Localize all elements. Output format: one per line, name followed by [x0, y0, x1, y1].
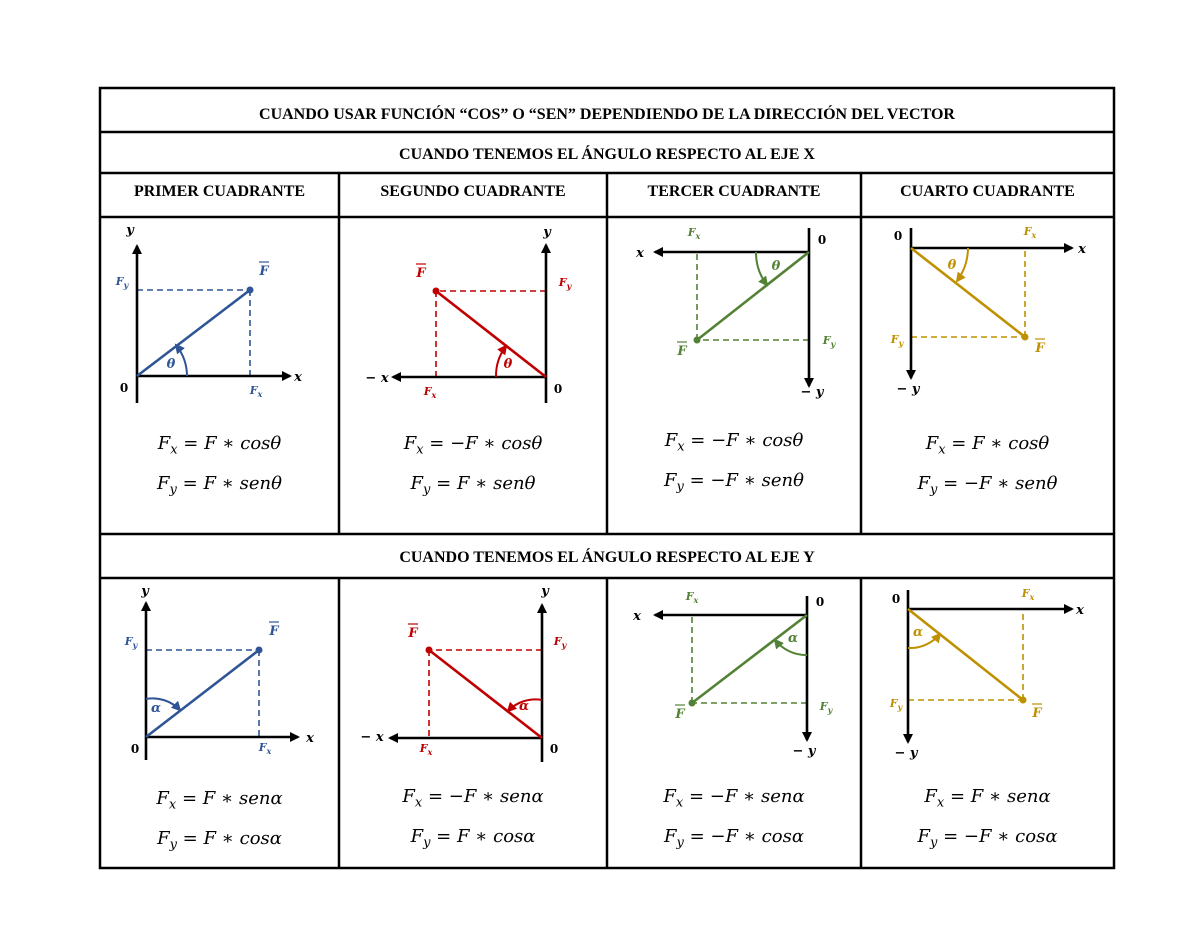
panel-q2y-fy-label: $F_y$	[553, 635, 567, 650]
panel-q1y-vector-tip	[256, 647, 263, 654]
panel-q2y-fx-label: $F_x$	[419, 742, 433, 757]
panel-q2y-x-label: − x	[360, 730, 384, 745]
header-fourth-quadrant: CUARTO CUADRANTE	[900, 183, 1075, 200]
panel-q3x-vector	[697, 252, 809, 340]
panel-q4y-vector	[908, 609, 1023, 700]
panel-q4x-vector	[911, 248, 1025, 337]
panel-q1x-vector-label: F	[259, 264, 269, 279]
formula-fx-q3-x: $F_x = -F$ ∗ cosθ	[664, 430, 804, 455]
panel-q2y-origin-label: 0	[549, 742, 559, 756]
panel-q1y-x-label: x	[306, 731, 314, 746]
panel-q1x-origin-label: 0	[119, 381, 129, 395]
panel-q2x-vector-tip	[433, 288, 440, 295]
panel-q3x-fy-label: $F_y$	[822, 334, 836, 349]
panel-q1x-angle-label: θ	[166, 357, 176, 372]
panel-q3x-origin-label: 0	[817, 233, 827, 247]
panel-q3x-vector-tip	[694, 337, 701, 344]
panel-q4x-origin-label: 0	[893, 229, 903, 243]
panel-q2y-angle-label: α	[518, 699, 530, 714]
panel-q4x-fy-label: $F_y$	[890, 333, 904, 348]
formula-fx-q4-y: $F_x = F$ ∗ senα	[924, 786, 1051, 811]
panel-q3x-angle-label: θ	[771, 259, 781, 274]
header-third-quadrant: TERCER CUADRANTE	[647, 183, 821, 200]
panel-q4x-angle-label: θ	[947, 258, 957, 273]
table-title: CUANDO USAR FUNCIÓN “COS” O “SEN” DEPENDIENDO DE LA DIRECCIÓN DEL VECTOR	[259, 106, 955, 123]
panel-q4x-x-label: x	[1078, 242, 1086, 257]
panel-q1x-fy-label: $F_y$	[115, 275, 129, 290]
panel-q3y-fx-label: $F_x$	[685, 590, 699, 605]
formula-fx-q1-y: $F_x = F$ ∗ senα	[156, 788, 283, 813]
panel-q3y-fy-label: $F_y$	[819, 700, 833, 715]
panel-q4x-fx-label: $F_x$	[1023, 225, 1037, 240]
panel-q2x-fy-label: $F_y$	[558, 276, 572, 291]
formula-fx-q4-x: $F_x = F$ ∗ cosθ	[925, 433, 1050, 458]
panel-q4y-origin-label: 0	[891, 592, 901, 606]
panel-q1x-vector-tip	[247, 287, 254, 294]
panel-q2x-x-label: − x	[365, 371, 389, 386]
formula-fy-q2-x: $F_y = F$ ∗ senθ	[410, 473, 536, 498]
panel-q3y-x-label: x	[633, 609, 641, 624]
panel-q1x-x-label: x	[294, 370, 302, 385]
panel-q2y-vector	[429, 650, 542, 738]
formula-fy-q1-y: $F_y = F$ ∗ cosα	[157, 828, 282, 853]
panel-q4x-vector-tip	[1022, 334, 1029, 341]
panel-q4y-x-label: x	[1076, 603, 1084, 618]
panel-q3x-vector-label: F	[677, 344, 687, 359]
formula-fy-q2-y: $F_y = F$ ∗ cosα	[410, 826, 536, 851]
formula-fx-q2-x: $F_x = -F$ ∗ cosθ	[403, 433, 543, 458]
panel-q2x-origin-label: 0	[553, 382, 563, 396]
panel-q3y-y-label: − y	[792, 744, 816, 759]
panel-q2x-fx-label: $F_x$	[423, 385, 437, 400]
panel-q4y-fx-label: $F_x$	[1021, 587, 1035, 602]
formula-fy-q4-x: $F_y = -F$ ∗ senθ	[917, 473, 1058, 498]
panel-q1x-vector	[137, 290, 250, 376]
panel-q2x-vector	[436, 291, 546, 377]
panel-q1y-fx-label: $F_x$	[258, 741, 272, 756]
section-title-y: CUANDO TENEMOS EL ÁNGULO RESPECTO AL EJE Y	[399, 549, 815, 566]
panel-q3y-vector-tip	[689, 700, 696, 707]
panel-q1y-angle-label: α	[150, 701, 162, 716]
panel-q1y-vector	[146, 650, 259, 737]
panel-q4x-angle-arc	[957, 248, 968, 281]
panel-q4y-vector-label: F	[1032, 706, 1042, 721]
panel-q1y-fy-label: $F_y$	[124, 635, 138, 650]
header-second-quadrant: SEGUNDO CUADRANTE	[380, 183, 566, 200]
panel-q3x-x-label: x	[636, 246, 644, 261]
panel-q4y-angle-label: α	[912, 625, 924, 640]
panel-q3y-vector-label: F	[675, 707, 685, 722]
panel-q2x-angle-label: θ	[503, 357, 513, 372]
header-first-quadrant: PRIMER CUADRANTE	[133, 183, 306, 200]
panel-q4y-fy-label: $F_y$	[889, 697, 903, 712]
panel-q3y-vector	[692, 615, 807, 703]
panel-q1y-y-label: y	[141, 584, 149, 599]
panel-q1x-angle-arc	[176, 345, 187, 376]
formula-fx-q3-y: $F_x = -F$ ∗ senα	[663, 786, 805, 811]
panel-q2y-vector-label: F	[408, 626, 418, 641]
panel-q3x-y-label: − y	[800, 385, 824, 400]
panel-q2y-vector-tip	[426, 647, 433, 654]
formula-fy-q1-x: $F_y = F$ ∗ senθ	[157, 473, 282, 498]
panel-q2y-y-label: y	[541, 584, 549, 599]
formula-fy-q4-y: $F_y = -F$ ∗ cosα	[917, 826, 1058, 851]
panel-q4y-vector-tip	[1020, 697, 1027, 704]
panel-q3y-origin-label: 0	[815, 595, 825, 609]
panel-q1x-fx-label: $F_x$	[249, 384, 263, 399]
panel-q1y-vector-label: F	[269, 624, 279, 639]
panel-q3x-fx-label: $F_x$	[687, 226, 701, 241]
panel-q3y-angle-label: α	[787, 631, 799, 646]
panel-q4y-y-label: − y	[894, 746, 918, 761]
panel-q3x-angle-arc	[756, 252, 767, 285]
formula-fy-q3-x: $F_y = -F$ ∗ senθ	[664, 470, 804, 495]
panel-q2x-vector-label: F	[416, 266, 426, 281]
formula-fx-q1-x: $F_x = F$ ∗ cosθ	[157, 433, 282, 458]
section-title-x: CUANDO TENEMOS EL ÁNGULO RESPECTO AL EJE X	[399, 146, 815, 163]
panel-q1x-y-label: y	[126, 223, 134, 238]
formula-fx-q2-y: $F_x = -F$ ∗ senα	[402, 786, 544, 811]
panel-q4x-vector-label: F	[1035, 341, 1045, 356]
formula-fy-q3-y: $F_y = -F$ ∗ cosα	[664, 826, 804, 851]
panel-q4x-y-label: − y	[896, 382, 920, 397]
panel-q1y-origin-label: 0	[130, 742, 140, 756]
panel-q2x-y-label: y	[543, 225, 551, 240]
